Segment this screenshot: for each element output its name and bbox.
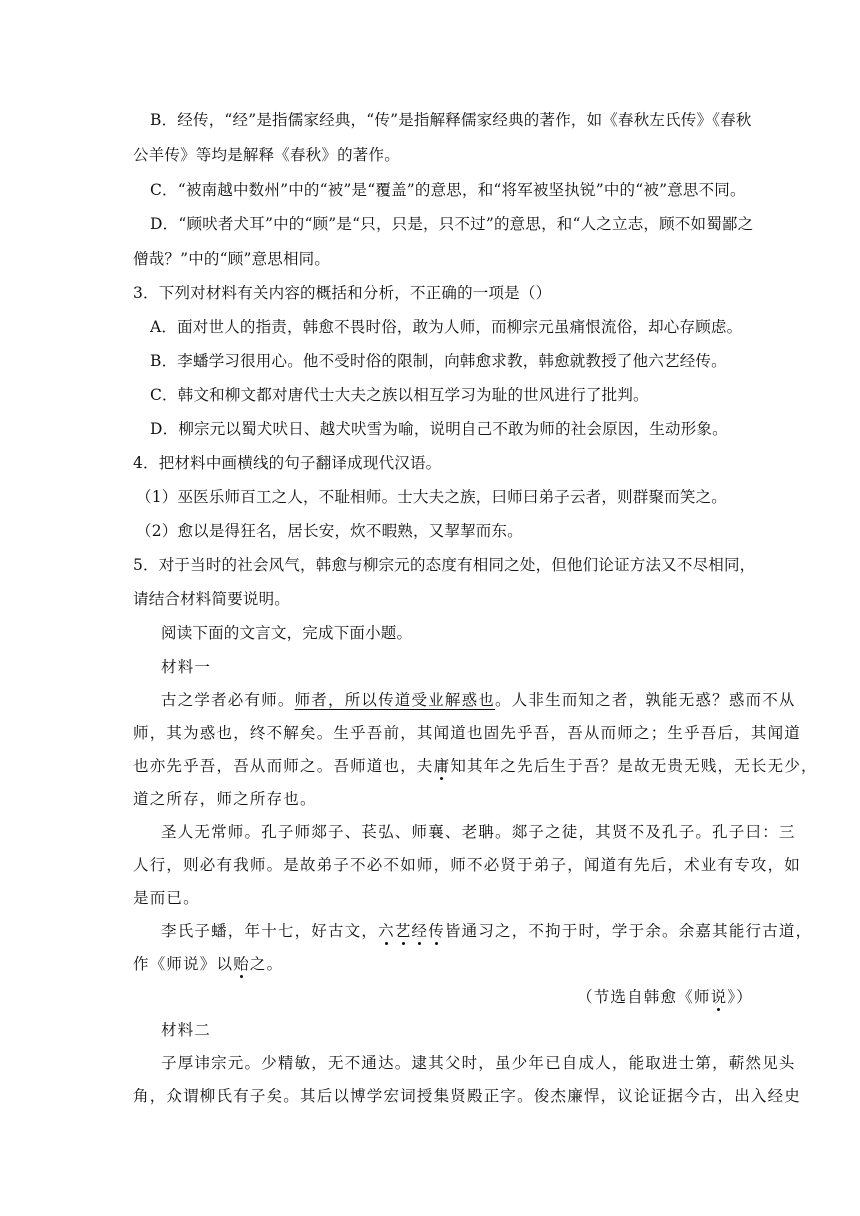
dotted-char: 经 (411, 922, 429, 940)
material-1-p1-line1 (161, 690, 796, 710)
q3-option-b: B．李蟠学习很用心。他不受时俗的限制，向韩愈求教，韩愈就教授了他六艺经传。 (150, 352, 727, 370)
dotted-char: 艺 (394, 922, 412, 940)
material-2-line2: 角，众谓柳氏有子矣。其后以博学宏词授集贤殿正字。俊杰廉悍，议论证据今古，出入经史 (133, 1087, 802, 1105)
q4-sentence-1: （1）巫医乐师百工之人，不耻相师。士大夫之族，曰师曰弟子云者，则群聚而笑之。 (136, 488, 727, 506)
text-segment: 。人非生而知之者，孰能无惑？惑而不从 (495, 691, 796, 709)
q4-sentence-2: （2）愈以是得狂名，居长安，炊不暇熟，又挈挈而东。 (136, 522, 523, 540)
q3-option-a: A．面对世人的指责，韩愈不畏时俗，敢为人师，而柳宗元虽痛恨流俗，却心存顾虑。 (150, 318, 743, 336)
text-segment: （节选自韩愈《师 (577, 988, 711, 1006)
dotted-char: 贻 (233, 955, 250, 973)
dotted-char: 庸 (433, 757, 451, 775)
q3-option-c: C．韩文和柳文都对唐代士大夫之族以相互学习为耻的世风进行了批判。 (150, 386, 649, 404)
q4-stem: 4．把材料中画横线的句子翻译成现代汉语。 (133, 454, 442, 472)
text-segment: 之。 (249, 955, 284, 973)
material-1-p3-line2 (133, 954, 283, 974)
q5-line1: 5．对于当时的社会风气，韩愈与柳宗元的态度有相同之处，但他们论证方法又不尽相同， (133, 556, 756, 574)
text-segment: 》） (727, 988, 753, 1006)
material-1-p2-line3: 是而已。 (133, 889, 200, 907)
text-segment: 古之学者必有师。 (161, 691, 295, 709)
material-1-p1-line2: 师，其为惑也，终不解矣。生乎吾前，其闻道也固先乎吾，吾从而师之；生乎吾后，其闻道 (133, 724, 802, 742)
material-1-p1-line3 (133, 756, 818, 776)
text-segment: 李氏子蟠，年十七，好古文， (161, 922, 379, 940)
material-1-p3-line1 (161, 921, 812, 941)
material-1-p2-line2: 人行，则必有我师。是故弟子不必不如师，师不必贤于弟子，闻道有先后，术业有专攻，如 (133, 856, 802, 874)
text-segment: 皆通习之，不拘于时，学于余。余嘉其能行古道， (444, 922, 813, 940)
dotted-char: 六 (378, 922, 395, 940)
reading-intro: 阅读下面的文言文，完成下面小题。 (161, 624, 413, 642)
underlined-sentence: 师者，所以传道受业解惑也 (294, 691, 496, 709)
q3-option-d: D．柳宗元以蜀犬吠日、越犬吠雪为喻，说明自己不敢为师的社会原因，生动形象。 (150, 420, 728, 438)
material-1-source (577, 987, 753, 1007)
material-1-p1-line4: 道之所存，师之所存也。 (133, 790, 317, 808)
text-segment: 作《师说》以 (133, 955, 234, 973)
q5-line2: 请结合材料简要说明。 (133, 590, 291, 608)
dotted-char: 传 (428, 922, 445, 940)
dotted-char: 说 (710, 988, 728, 1006)
text-segment: 知其年之先后生于吾？是故无贵无贱，无长无少， (450, 757, 818, 775)
q2-option-d-line2: 僧哉？”中的“顾”意思相同。 (133, 250, 331, 268)
q2-option-b-line1: B．经传，“经”是指儒家经典，“传”是指解释儒家经典的著作，如《春秋左氏传》《春秋 (150, 111, 752, 129)
text-segment: 也亦先乎吾，吾从而师之。吾师道也，夫 (133, 757, 434, 775)
material-2-line1: 子厚讳宗元。少精敏，无不通达。逮其父时，虽少年已自成人，能取进士第，蔪然见头 (161, 1054, 796, 1072)
q2-option-b-line2: 公羊传》等均是解释《春秋》的著作。 (133, 146, 400, 164)
material-1-p2-line1: 圣人无常师。孔子师郯子、苌弘、师襄、老聃。郯子之徒，其贤不及孔子。孔子曰：三 (161, 823, 796, 841)
q2-option-c: C．“被南越中数州”中的“被”是“覆盖”的意思，和“将军被坚执锐”中的“被”意思不同。 (150, 181, 746, 199)
q2-option-d-line1: D．“顾吠者犬耳”中的“顾”是“只，只是，只不过”的意思，和“人之立志，顾不如蜀鄙之 (150, 215, 754, 233)
material-1-title: 材料一 (161, 658, 212, 676)
material-2-title: 材料二 (161, 1021, 212, 1039)
q3-stem: 3．下列对材料有关内容的概括和分析，不正确的一项是（） (133, 284, 552, 302)
